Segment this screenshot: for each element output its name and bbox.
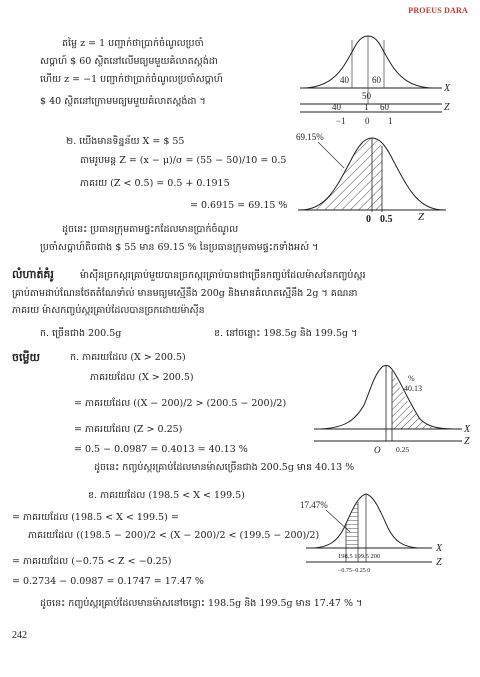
top-line-2: សប្តាហ៍ $ 60 ស្ថិតនៅលើមធ្យមមួយគំលាតស្តង់ដា (40, 56, 218, 67)
part2-line-2: តាមរូបមន្ត Z = (x − μ)/σ = (55 − 50)/10 = 0.5 (80, 155, 287, 166)
example-question-2: ខ. នៅចន្លោះ 198.5g និង 199.5g ។ (214, 328, 358, 339)
part-b-line-5: = 0.2734 − 0.0987 = 0.1747 = 17.47 % (12, 576, 204, 587)
part-b-line-2: = ភាគរយដែល (198.5 < X < 199.5) = (12, 512, 179, 523)
part-b-line-4: = ភាគរយដែល (−0.75 < Z < −0.25) (12, 556, 172, 567)
fig1-r1c: 60 (380, 102, 389, 112)
fig1-v50: 50 (362, 91, 371, 101)
part-b-line-3: ភាគរយដែល ((198.5 − 200)/2 < (X − 200)/2 < (199.5 − 200)/2) (28, 530, 320, 541)
fig4-row1: 198.5 199.5 200 (338, 553, 381, 560)
fig1-r1a: 40 (332, 102, 341, 112)
fig4-x-label: X (436, 543, 443, 554)
fig1-r2c: 1 (388, 116, 393, 126)
part-b-line-1: ខ. ភាគរយដែល (198.5 < X < 199.5) (88, 490, 245, 501)
fig3-percent-sign: % (408, 374, 415, 383)
example-line-3: ភាគរយ ម៉ាសកញ្ចប់ស្ករគ្រាប់ដែលបានច្រកដោយម៉ាស៊ីន (12, 305, 205, 316)
answer-line-5: = 0.5 − 0.0987 = 0.4013 = 40.13 % (74, 444, 248, 455)
fig2-percent: 69.15% (296, 132, 324, 142)
part-b-line-6: ដូចនេះ កញ្ចប់ស្ករគ្រាប់ដែលមានម៉ាសនៅចន្លោះ 198.5g និង 199.5g មាន 17.47 % ។ (40, 598, 363, 609)
normal-curve-figure-1 (292, 30, 462, 130)
fig1-v60: 60 (372, 75, 381, 85)
fig1-z-label: Z (444, 102, 450, 113)
fig1-r2b: 0 (365, 116, 370, 126)
fig4-row2: −0.75−0.25 0 (338, 568, 371, 574)
part2-line-6: ប្រចាំសប្តាហ៍តិចជាង $ 55 មាន 69.15 % នៃប្រធានក្រុមតាមផ្ទះកទាំងអស់ ។ (40, 242, 319, 253)
example-title: លំហាត់គំរូ (12, 268, 54, 281)
example-question-1: ក. ច្រើនជាង 200.5g (40, 328, 122, 339)
fig1-x-label: X (444, 83, 451, 94)
normal-curve-figure-2 (296, 128, 456, 224)
part2-line-4: = 0.6915 = 69.15 % (190, 200, 288, 211)
answer-line-2: ភាគរយដែល (X > 200.5) (90, 372, 194, 383)
fig3-x-label: X (464, 424, 471, 435)
part2-line-3: ភាគរយ (Z < 0.5) = 0.5 + 0.1915 (80, 178, 230, 189)
part2-line-1: ២. យើងមានទិន្នន័យ X = $ 55 (66, 136, 185, 147)
fig1-r2a: −1 (336, 116, 346, 126)
answer-title: ចម្លើយ (12, 351, 40, 364)
fig3-z-label: Z (464, 436, 470, 447)
answer-line-1: ក. ភាគរយដែល (X > 200.5) (70, 352, 186, 363)
page-number: 242 (12, 630, 27, 641)
example-line-2: គ្រាប់តាមដាប់ណែនថែតតំណែទាំល់ មានមធ្យមស្មើនឹង 200g និងមានគំលាតស្មើនឹង 2g ។ គណនា (12, 288, 358, 299)
fig4-z-label: Z (436, 557, 442, 568)
top-line-3: ហើយ z = −1 បញ្ជាក់ថាប្រាក់ចំណូលប្រចាំសប្តាហ៍ (40, 74, 223, 85)
fig2-zero: 0 (366, 214, 371, 225)
answer-line-4: = ភាគរយដែល (Z > 0.25) (74, 424, 183, 435)
fig3-origin: O (374, 445, 381, 455)
normal-curve-figure-4 (300, 488, 470, 586)
fig2-z-label: Z (418, 211, 425, 223)
brand-header: PROEUS DARA (408, 6, 468, 15)
fig4-percent: 17.47% (300, 500, 328, 510)
fig3-q: 0.25 (396, 445, 410, 454)
example-line-1: ម៉ាស៊ីនច្រកស្ករគ្រាប់មួយបានច្រកស្ករគ្រាប់បានជាច្រើនកញ្ចប់ដែលម៉ាសនៃកញ្ចប់ស្ករ (80, 270, 366, 281)
fig3-value: 40.13 (404, 384, 422, 393)
fig2-half: 0.5 (380, 214, 393, 225)
top-line-1: តម្លៃ z = 1 បញ្ជាក់ថាប្រាក់ចំណូលប្រចាំ (62, 38, 204, 49)
answer-line-3: = ភាគរយដែល ((X − 200)/2 > (200.5 − 200)/2) (74, 398, 287, 409)
fig1-r1b: 1 (364, 102, 369, 112)
fig1-v40: 40 (340, 75, 349, 85)
top-line-4: $ 40 ស្ថិតនៅក្រោមមធ្យមមួយគំលាតស្តង់ដា ។ (40, 96, 206, 107)
normal-curve-figure-3 (312, 355, 472, 455)
answer-line-6: ដូចនេះ កញ្ចប់ស្ករគ្រាប់ដែលមានម៉ាសច្រើនជាង 200.5g មាន 40.13 % (94, 462, 355, 473)
part2-line-5: ដូចនេះ ប្រធានក្រុមតាមផ្ទះកដែលមានប្រាក់ចំណូល (62, 224, 239, 235)
